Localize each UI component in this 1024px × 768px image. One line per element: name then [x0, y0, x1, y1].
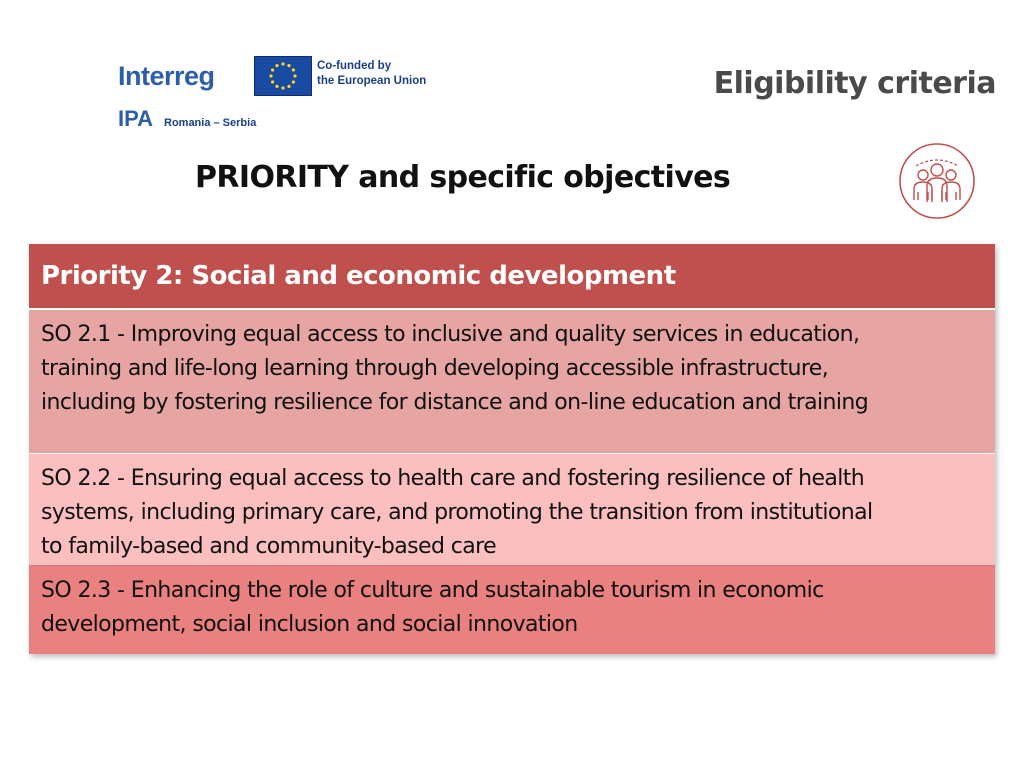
people-group-icon — [898, 142, 976, 220]
objective-line: training and life-long learning through developing accessible infrastructure, — [41, 356, 829, 381]
interreg-wordmark: Interreg — [118, 61, 215, 91]
eu-line: the European Union — [317, 75, 427, 87]
section-subtitle: PRIORITY and specific objectives — [195, 160, 731, 195]
eu-cofunded-text — [317, 59, 426, 89]
ipa-wordmark: IPA — [118, 106, 154, 131]
objective-line: SO 2.1 - Improving equal access to inclusive and quality services in education, — [41, 322, 860, 347]
priority-title: Priority 2: Social and economic development — [41, 261, 676, 291]
table-header — [29, 244, 995, 310]
objective-line: SO 2.2 - Ensuring equal access to health care and fostering resilience of health — [41, 466, 865, 491]
program-name: Romania – Serbia — [164, 117, 257, 129]
eu-flag-icon — [254, 56, 312, 96]
interreg-logo — [118, 56, 448, 134]
page-title: Eligibility criteria — [713, 66, 996, 101]
priority-table — [29, 244, 995, 654]
objective-row-so-2-3 — [29, 566, 995, 654]
objective-line: systems, including primary care, and promoting the transition from institutional — [41, 500, 873, 525]
objective-line: to family-based and community-based care — [41, 534, 497, 559]
cofunded-line: Co-funded by — [317, 60, 392, 72]
objective-row-so-2-2 — [29, 454, 995, 566]
objective-line: including by fostering resilience for distance and on-line education and training — [41, 390, 869, 415]
objective-row-so-2-1 — [29, 310, 995, 454]
objective-line: SO 2.3 - Enhancing the role of culture and sustainable tourism in economic — [41, 578, 824, 603]
objective-line: development, social inclusion and social innovation — [41, 612, 578, 637]
